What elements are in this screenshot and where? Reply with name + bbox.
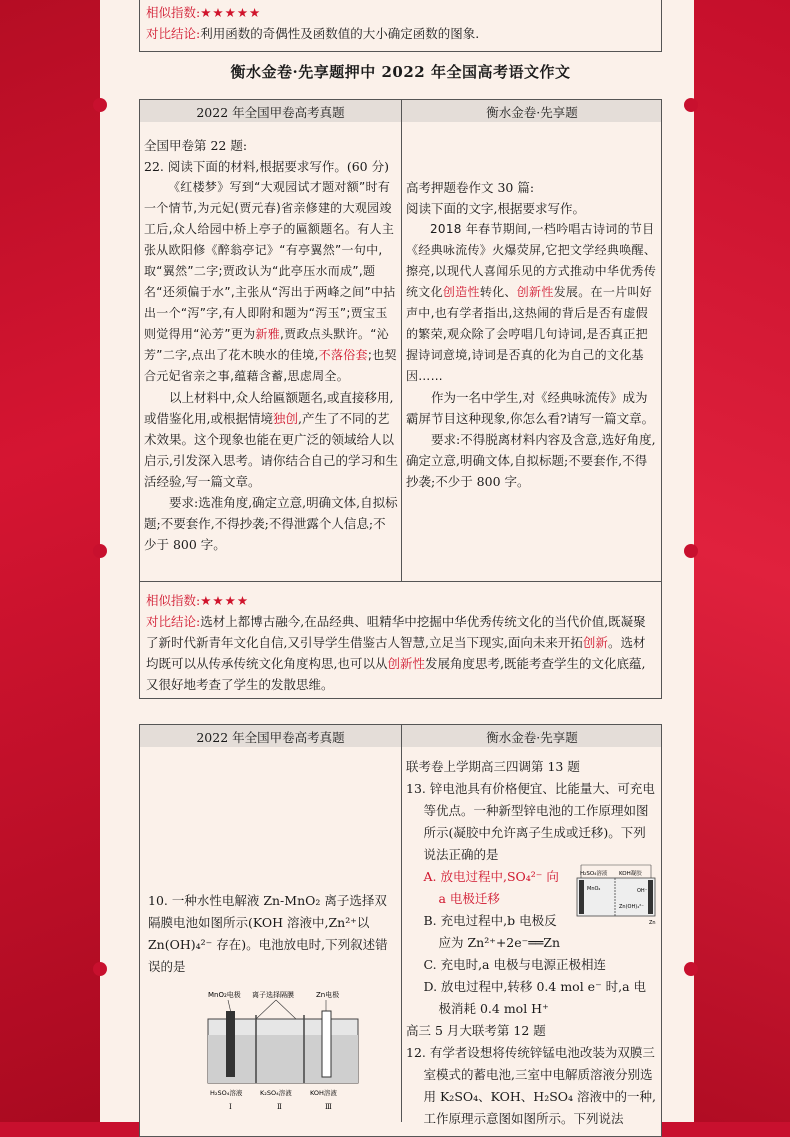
left-prompt-paragraph: 以上材料中,众人给匾额题名,或直接移用,或借鉴化用,或根据情境独创,产生了不同的艺术效果。这个现象也能在更广泛的领域给人以启示,引发深入思考。请你结合自己的学习和生活经验,写一篇文章。 [144,390,398,489]
table2-right-column [406,756,658,1130]
label-koh-solution: KOH溶液 [310,1089,337,1097]
conclusion-paragraph: 对比结论:选材上都博古融今,在品经典、咀精华中挖掘中华优秀传统文化的当代价值,既凝聚了新时代新青年文化自信,又引导学生借鉴古人智慧,立足当下现实,面向未来开拓创新。选材均既可以从传承传统文化角度构思,也可以从创新性发展角度思考,既能考查学生的文化底蕴,又很好地考查了学生的发散思维。 [146,614,646,692]
background-right [680,0,790,1122]
top-conclusion-box [139,0,662,52]
label-koh-gel: KOH凝胶 [619,871,642,877]
question-12: 12. 有学者设想将传统锌锰电池改装为双膜三室模式的蓄电池,三室中电解质溶液分别选用 K₂SO₄、KOH、H₂SO₄ 溶液中的一种,工作原理示意图如图所示。下列说法 [406,1045,656,1126]
similarity-stars: ★★★★★ [200,5,262,20]
table1-header-left: 2022 年全国甲卷高考真题 [196,105,345,120]
option-c: C. 充电时,a 电极与电源正极相连 [423,957,606,972]
right-source: 高考押题卷作文 30 篇: [406,180,535,195]
roman-three: Ⅲ [325,1103,332,1111]
keyword-red: 创新 [582,635,608,650]
table1-header-right: 衡水金卷·先享题 [486,105,578,120]
binder-dot [93,962,107,976]
left-question-head: 22. 阅读下面的材料,根据要求写作。(60 分) [144,159,389,174]
label-zn: Zn [649,920,656,926]
binder-dot [684,98,698,112]
label-k2so4-solution: K₂SO₄溶液 [260,1089,292,1097]
label-zn-electrode: Zn电极 [316,991,340,999]
similarity-stars: ★★★★ [200,593,250,608]
keyword-red: 创造性 [442,285,480,299]
right-requirements: 要求:不得脱离材料内容及含意,选好角度,确定立意,明确文体,自拟标题;不要套作,不得抄袭;不少于 800 字。 [406,432,656,489]
roman-one: Ⅰ [229,1103,232,1111]
right-material-paragraph: 2018 年春节期间,一档吟唱古诗词的节目《经典咏流传》火爆荧屏,它把文学经典唤醒、擦亮,以现代人喜闻乐见的方式推动中华优秀传统文化创造性转化、创新性发展。在一片叫好声中,也有学者指出,这热闹的背后是否有虚假的繁荣,观众除了会哼唱几句诗词,是否真正把握诗词意境,诗词是否真的化为自己的文化基因…… [406,222,657,383]
conclusion-label: 对比结论: [146,614,201,629]
label-h2so4: H₂SO₄溶液 [580,871,608,877]
binder-dot [684,544,698,558]
right-instruction: 阅读下面的文字,根据要求写作。 [406,201,585,216]
left-requirements: 要求:选准角度,确定立意,明确文体,自拟标题;不要套作,不得抄袭;不得泄露个人信息;不少于 800 字。 [144,495,398,552]
question-13: 13. 锌电池具有价格便宜、比能量大、可充电等优点。一种新型锌电池的工作原理如图所示(凝胶中允许离子生成或迁移)。下列说法正确的是 [406,781,655,862]
option-b: B. 充电过程中,b 电极反 应为 Zn²⁺+2e⁻══Zn [423,913,561,950]
table2-left-question: 10. 一种水性电解液 Zn-MnO₂ 离子选择双隔膜电池如图所示(KOH 溶液中,Zn²⁺以 Zn(OH)₄²⁻ 存在)。电池放电时,下列叙述错误的是 [148,893,388,974]
table2-divider [401,724,402,1122]
similarity-label: 相似指数: [146,593,201,608]
table1-right-column [406,177,658,492]
conclusion-text: 利用函数的奇偶性及函数值的大小确定函数的图象. [200,26,480,41]
label-ion-membrane: 离子选择隔膜 [252,991,294,999]
binder-dot [93,544,107,558]
table1-left-column [144,135,398,555]
battery-diagram-right [571,860,661,930]
right-source-1: 联考卷上学期高三四调第 13 题 [406,759,580,774]
battery-diagram-left [206,985,366,1113]
table1-divider [401,99,402,582]
table1-conclusion-box [139,581,662,699]
right-prompt-paragraph: 作为一名中学生,对《经典咏流传》成为霸屏节目这种现象,你怎么看?请写一篇文章。 [406,390,655,426]
binder-dot [684,962,698,976]
keyword-red: 独创 [272,411,298,426]
label-zincate: Zn(OH)₄²⁻ [619,904,644,910]
right-source-2: 高三 5 月大联考第 12 题 [406,1023,546,1038]
keyword-red: 不落俗套 [318,348,368,362]
option-a: A. 放电过程中,SO₄²⁻ 向 a 电极迁移 [423,869,559,906]
label-mno2-electrode: MnO₂电极 [208,991,241,999]
table2-header-right: 衡水金卷·先享题 [486,730,578,745]
table2-header-left: 2022 年全国甲卷高考真题 [196,730,345,745]
left-source: 全国甲卷第 22 题: [144,138,248,153]
similarity-label: 相似指数: [146,5,201,20]
keyword-red: 新雅 [255,327,281,341]
conclusion-label: 对比结论: [146,26,201,41]
keyword-red: 创新性 [387,656,425,671]
roman-two: Ⅱ [277,1103,282,1111]
binder-dot [93,98,107,112]
section-title: 衡水金卷·先享题押中 2022 年全国高考语文作文 [230,63,571,81]
left-material-paragraph: 《红楼梦》写到“大观园试才题对额”时有一个情节,为元妃(贾元春)省亲修建的大观园竣工后,众人给园中桥上亭子的匾额题名。有人主张从欧阳修《醉翁亭记》“有亭翼然”一句中,取“翼然”二字;贾政认为“此亭压水而成”,题名“还须偏于水”,主张从“泻出于两峰之间”中拈出一个“泻”字,有人即附和题为“泻玉”;贾宝玉则觉得用“沁芳”更为新雅,贾政点头默许。“沁芳”二字,点出了花木映水的佳境,不落俗套;也契合元妃省亲之事,蕴藉含蓄,思虑周全。 [144,180,397,383]
label-h2so4-solution: H₂SO₄溶液 [210,1089,243,1097]
keyword-red: 创新性 [516,285,554,299]
label-mno2: MnO₂ [587,886,601,892]
label-oh: OH⁻ [637,888,648,894]
option-d: D. 放电过程中,转移 0.4 mol e⁻ 时,a 电 极消耗 0.4 mol H⁺ [423,979,647,1016]
